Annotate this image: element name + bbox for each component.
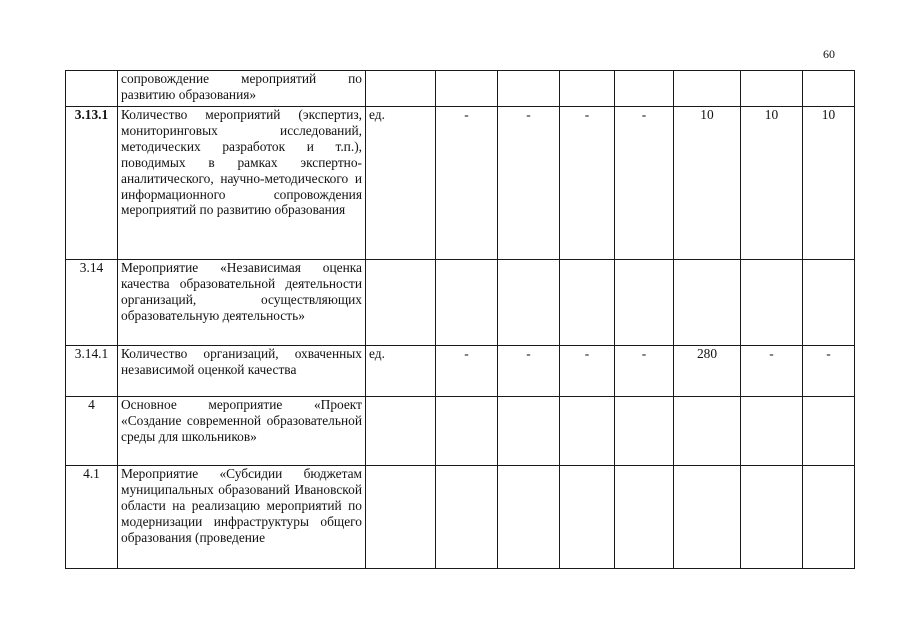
row-value: 10 [741, 107, 803, 260]
row-unit: ед. [366, 346, 436, 397]
row-value [803, 397, 855, 466]
row-number: 4.1 [66, 466, 118, 569]
row-value: - [560, 346, 615, 397]
row-description: Мероприятие «Независимая оценка качества образовательной деятельности организаций, осуществляющих образовательную деятельность» [118, 260, 366, 346]
page-number: 60 [823, 47, 835, 61]
row-value [741, 71, 803, 107]
row-value [560, 71, 615, 107]
row-value [560, 466, 615, 569]
row-value [674, 71, 741, 107]
row-description: Основное мероприятие «Проект «Создание современной образовательной среды для школьников» [118, 397, 366, 466]
row-value [615, 71, 674, 107]
table-row [66, 466, 855, 569]
row-value [560, 397, 615, 466]
row-value [436, 71, 498, 107]
row-value [615, 466, 674, 569]
row-number: 4 [66, 397, 118, 466]
row-value [560, 260, 615, 346]
row-description: сопровождение мероприятий по развитию образования» [118, 71, 366, 107]
row-value [615, 260, 674, 346]
row-value: - [615, 346, 674, 397]
row-description: Количество организаций, охваченных независимой оценкой качества [118, 346, 366, 397]
row-value [498, 260, 560, 346]
table-row [66, 71, 855, 107]
table-row [66, 260, 855, 346]
row-value: - [803, 346, 855, 397]
row-description: Мероприятие «Субсидии бюджетам муниципальных образований Ивановской области на реализацию мероприятий по модернизации инфраструктуры общего образования (проведение [118, 466, 366, 569]
row-value: - [498, 107, 560, 260]
row-value: 280 [674, 346, 741, 397]
row-value [436, 397, 498, 466]
row-value [615, 397, 674, 466]
table-row [66, 397, 855, 466]
row-value [741, 260, 803, 346]
row-value: - [741, 346, 803, 397]
row-value: - [436, 346, 498, 397]
row-unit [366, 466, 436, 569]
table-row [66, 107, 855, 260]
row-value [674, 397, 741, 466]
row-value [436, 466, 498, 569]
row-value [741, 466, 803, 569]
row-value: - [615, 107, 674, 260]
row-unit: ед. [366, 107, 436, 260]
row-value [436, 260, 498, 346]
row-value [498, 397, 560, 466]
table-row [66, 346, 855, 397]
row-value [803, 466, 855, 569]
row-value: 10 [803, 107, 855, 260]
row-value: - [498, 346, 560, 397]
row-value: - [436, 107, 498, 260]
row-value [674, 466, 741, 569]
row-value [741, 397, 803, 466]
row-value [498, 466, 560, 569]
row-value [498, 71, 560, 107]
row-value: - [560, 107, 615, 260]
row-unit [366, 260, 436, 346]
row-number: 3.14.1 [66, 346, 118, 397]
row-value [803, 260, 855, 346]
row-value [803, 71, 855, 107]
row-number: 3.14 [66, 260, 118, 346]
row-unit [366, 397, 436, 466]
row-number [66, 71, 118, 107]
row-number: 3.13.1 [66, 107, 118, 260]
row-unit [366, 71, 436, 107]
row-value: 10 [674, 107, 741, 260]
row-value [674, 260, 741, 346]
indicators-table [65, 70, 855, 569]
row-description: Количество мероприятий (экспертиз, мониторинговых исследований, методических разработок и т.п.), поводимых в рамках экспертно-аналитического, научно-методического и информационного сопровождения мероприятий по развитию образования [118, 107, 366, 260]
